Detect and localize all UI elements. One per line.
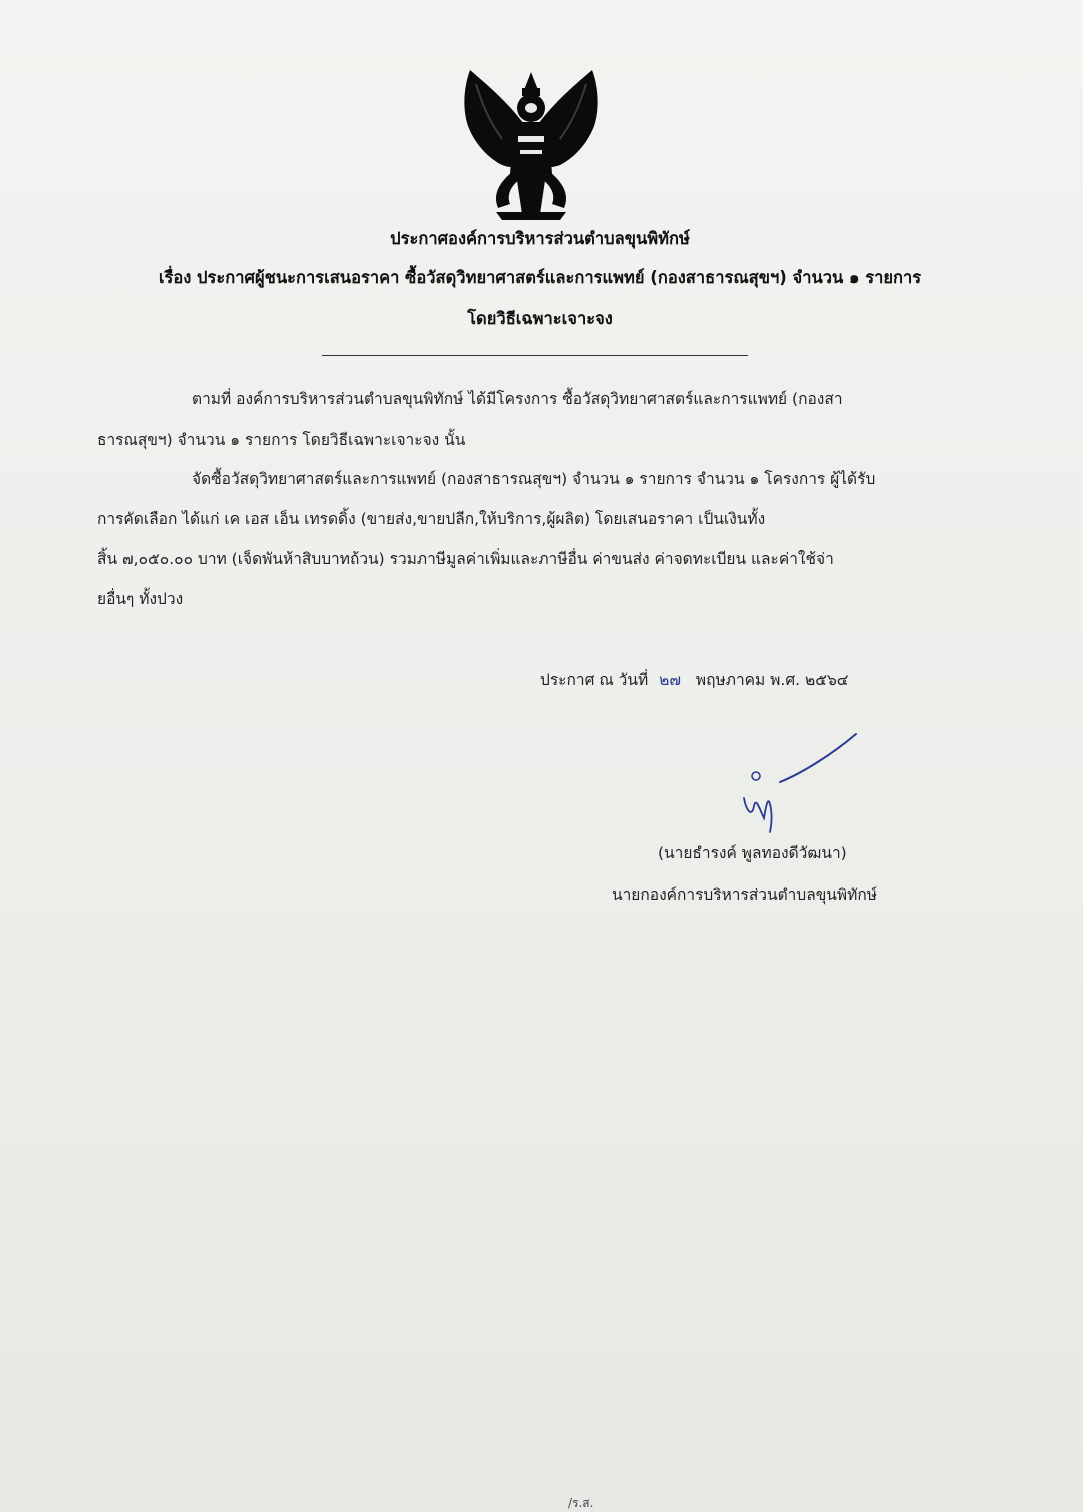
date-prefix: ประกาศ ณ วันที่ xyxy=(540,671,649,689)
signature-icon xyxy=(730,726,870,836)
footer-initials: /ร.ส. xyxy=(568,1496,594,1510)
date-day-handwritten: ๒๗ xyxy=(659,671,681,689)
signatory-title: นายกองค์การบริหารส่วนตำบลขุนพิทักษ์ xyxy=(612,886,877,904)
body-line: จัดซื้อวัสดุวิทยาศาสตร์และการแพทย์ (กองสาธารณสุขฯ) จำนวน ๑ รายการ จำนวน ๑ โครงการ ผู้ได้รับ xyxy=(192,470,876,488)
document-subject: เรื่อง ประกาศผู้ชนะการเสนอราคา ซื้อวัสดุวิทยาศาสตร์และการแพทย์ (กองสาธารณสุขฯ) จำนวน ๑ รายการ xyxy=(158,268,922,287)
garuda-emblem-icon xyxy=(456,64,606,224)
signatory-name: (นายธำรงค์ พูลทองดีวัฒนา) xyxy=(658,844,847,862)
body-line: ธารณสุขฯ) จำนวน ๑ รายการ โดยวิธีเฉพาะเจาะจง นั้น xyxy=(97,431,466,449)
date-month-year: พฤษภาคม พ.ศ. ๒๕๖๔ xyxy=(695,671,849,689)
body-line: ยอื่นๆ ทั้งปวง xyxy=(97,590,184,608)
announcement-date xyxy=(540,667,849,692)
divider xyxy=(322,355,748,356)
body-line: การคัดเลือก ได้แก่ เค เอส เอ็น เทรดดิ้ง (ขายส่ง,ขายปลีก,ให้บริการ,ผู้ผลิต) โดยเสนอราคา เป็นเงินทั้ง xyxy=(97,510,766,528)
body-line: สิ้น ๗,๐๕๐.๐๐ บาท (เจ็ดพันห้าสิบบาทถ้วน) รวมภาษีมูลค่าเพิ่มและภาษีอื่น ค่าขนส่ง ค่าจดทะเบียน และค่าใช้จ่า xyxy=(97,550,834,568)
document-method: โดยวิธีเฉพาะเจาะจง xyxy=(467,309,613,328)
document-title: ประกาศองค์การบริหารส่วนตำบลขุนพิทักษ์ xyxy=(390,229,690,248)
body-line: ตามที่ องค์การบริหารส่วนตำบลขุนพิทักษ์ ได้มีโครงการ ซื้อวัสดุวิทยาศาสตร์และการแพทย์ (กองสา xyxy=(192,390,843,408)
